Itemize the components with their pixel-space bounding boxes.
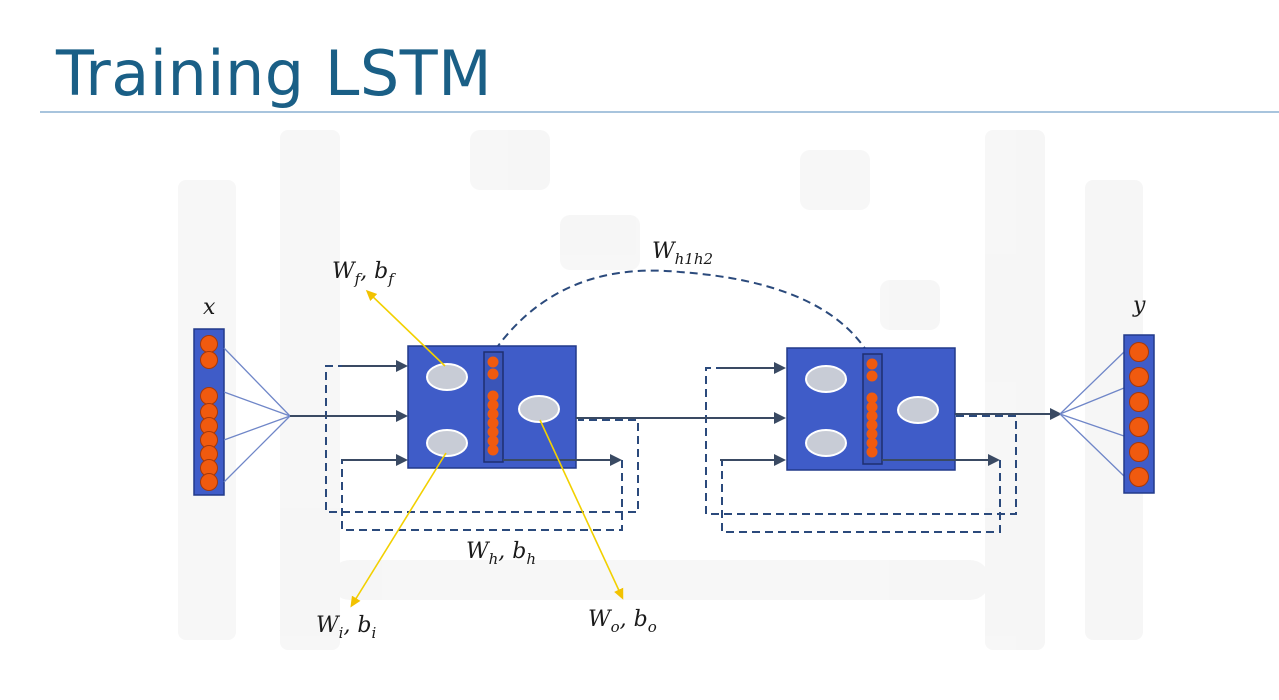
forget-b-sub: f xyxy=(388,270,394,288)
hidden-params-label xyxy=(466,539,536,568)
output-w: W xyxy=(588,607,611,632)
h1h2-w: W xyxy=(652,239,675,264)
input-w: W xyxy=(316,613,339,638)
input-vector xyxy=(194,329,224,495)
forget-w: W xyxy=(332,259,355,284)
h1h2-w-sub: h1h2 xyxy=(674,250,714,268)
output-label: y xyxy=(1133,293,1146,318)
forget-w-sub: f xyxy=(354,270,361,288)
lstm-cell-2 xyxy=(787,348,955,470)
input-label: x xyxy=(203,295,216,320)
hidden-b-sub: h xyxy=(526,550,537,568)
output-b-sub: o xyxy=(647,618,657,636)
output-w-sub: o xyxy=(610,618,620,636)
output-gate-params-label xyxy=(588,607,657,636)
input-gate-params-label xyxy=(316,613,377,642)
hidden-b: , b xyxy=(498,539,527,564)
output-gate xyxy=(519,396,559,422)
output-vector xyxy=(1124,335,1154,493)
slide-title: Training LSTM xyxy=(56,37,493,110)
hidden-w-sub: h xyxy=(488,550,499,568)
forget-gate xyxy=(427,364,467,390)
h1h2-weight-label xyxy=(652,239,713,268)
background-watermark xyxy=(178,130,1143,650)
h1h2-connection xyxy=(495,271,866,350)
lstm-cell-1 xyxy=(408,346,576,468)
hidden-w: W xyxy=(466,539,489,564)
input-b-sub: i xyxy=(371,624,377,642)
forget-gate-params-label xyxy=(332,259,396,288)
input-w-sub: i xyxy=(338,624,344,642)
forget-b: , b xyxy=(360,259,389,284)
input-gate xyxy=(427,430,467,456)
input-b: , b xyxy=(343,613,372,638)
output-b: , b xyxy=(619,607,648,632)
